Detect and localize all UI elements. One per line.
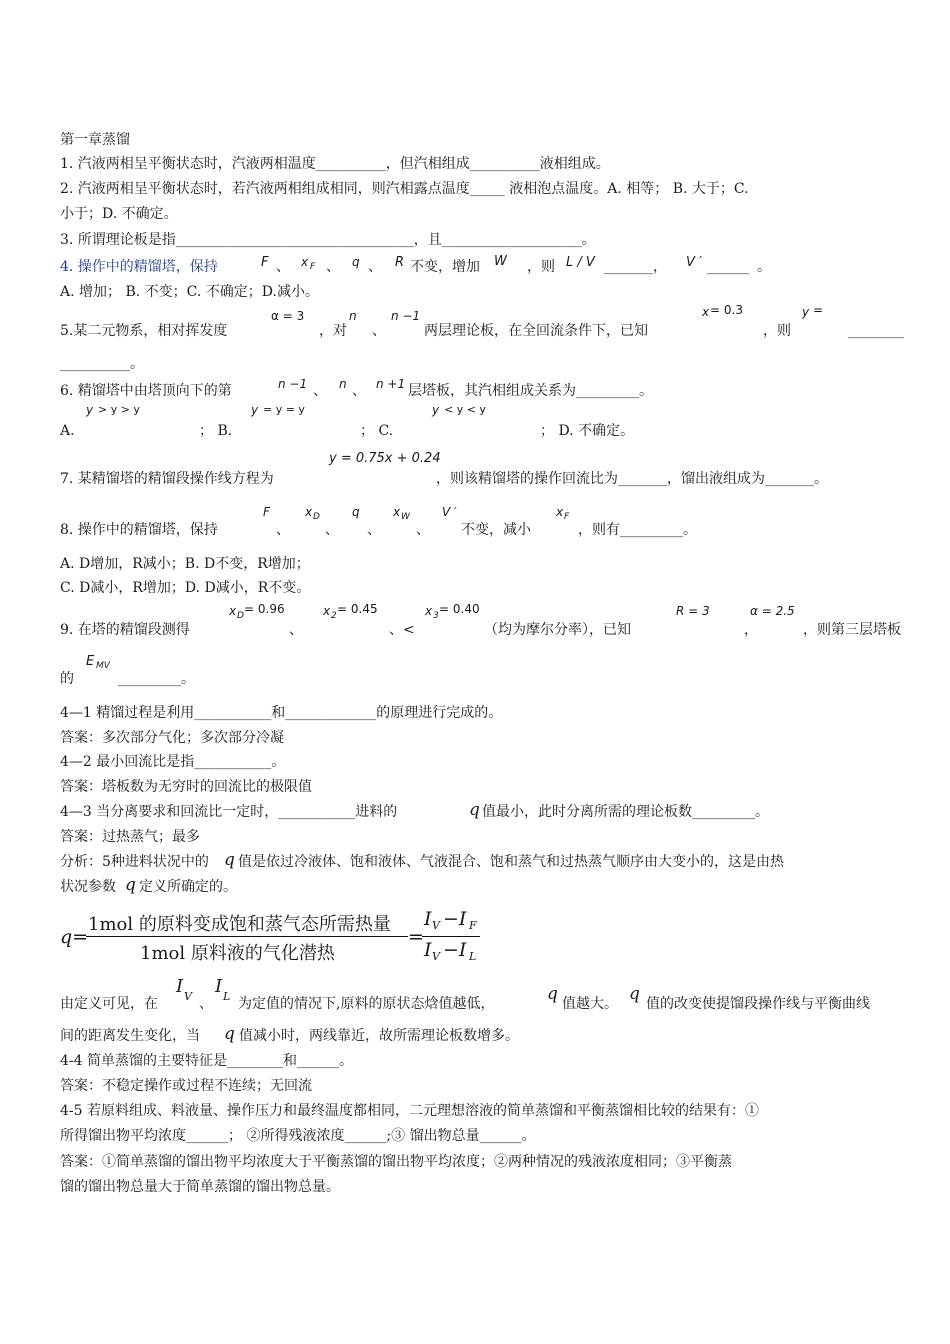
q9-sep-3: ， [744, 622, 758, 638]
q6-opt-b-rel: = y = y [263, 403, 305, 416]
q8-math-xW: x [393, 505, 401, 519]
q9-line-2: 的 [60, 671, 74, 687]
q8-math-F: F [263, 505, 270, 519]
q4-math-LV: L / V [566, 255, 595, 270]
formula-rhs-num-sub-F: F [469, 919, 477, 932]
analysis-q-symbol: q [224, 850, 235, 870]
q4-5-answer-line-2: 馏的馏出物总量大于简单蒸馏的馏出物总量。 [60, 1179, 340, 1195]
q4-math-R: R [395, 255, 405, 270]
q4-then: ，则 [527, 259, 555, 275]
question-8-options-2: C. D减小，R增加；D. D减小，R不变。 [60, 580, 311, 596]
q4-2-answer: 答案：塔板数为无穷时的回流比的极限值 [60, 779, 312, 795]
formula-numerator: 1mol 的原料变成饱和蒸气态所需热量 [88, 914, 391, 935]
q5-prefix: 5.某二元物系，相对挥发度 [60, 323, 228, 339]
def-1-prefix: 由定义可见，在 [60, 996, 158, 1012]
q6-end: 层塔板，其汽相组成关系为_________。 [408, 383, 653, 399]
q8-prefix: 8. 操作中的精馏塔，保持 [60, 522, 218, 538]
q4-math-Vp: V ′ [686, 255, 702, 270]
q8-math-xW-sub: W [401, 512, 410, 522]
formula-denominator: 1mol 原料液的气化潜热 [140, 943, 335, 964]
analysis-q-symbol-2: q [125, 875, 136, 895]
formula-rhs-den-sub-L: L [469, 950, 477, 963]
formula-bar-1 [86, 936, 408, 937]
q9-x2: x [323, 604, 331, 618]
q9-x3-sub: 3 [433, 611, 439, 621]
q4-mid: 不变，增加 [410, 259, 480, 275]
q4-2-question: 4—2 最小回流比是指___________。 [60, 754, 286, 770]
analysis-2-suffix: 定义所确定的。 [139, 879, 237, 895]
chapter-title: 第一章蒸馏 [60, 132, 130, 148]
q4-3-suffix: 值最小，此时分离所需的理论板数_________。 [482, 804, 769, 820]
def-IV: I [176, 976, 184, 997]
question-3: 3. 所谓理论板是指__________________________________，且____________________。 [60, 232, 596, 248]
q4-4-question: 4-4 简单蒸馏的主要特征是________和______。 [60, 1053, 353, 1069]
q5-blank: ________ [848, 323, 904, 339]
formula-rhs-den-sub-V: V [432, 950, 440, 963]
q4-5-question-line-2: 所得馏出物平均浓度______； ②所得残液浓度______;③ 馏出物总量______。 [60, 1128, 536, 1144]
q6-opt-b: ； B. [199, 423, 233, 439]
q6-opt-a: A. [60, 423, 75, 439]
q8-sep-4: 、 [416, 522, 430, 538]
q4-math-q: q [352, 255, 360, 269]
q5-yn1: y [802, 305, 810, 319]
question-5-cont: __________。 [60, 356, 144, 372]
q4-math-x-sub: F [310, 262, 316, 272]
def-2-suffix: 值减小时，两线靠近，故所需理论板数增多。 [239, 1028, 519, 1044]
q9-R: R = 3 [676, 604, 710, 618]
q6-opt-c: ； C. [360, 423, 394, 439]
q6-opt-b-y: y [251, 403, 259, 417]
q4-sep-2: 、 [326, 259, 340, 275]
formula-rhs-den-I: I [424, 939, 432, 961]
q5-sep: 、 [372, 323, 386, 339]
q6-prefix: 6. 精馏塔中由塔顶向下的第 [60, 383, 232, 399]
formula-bar-2 [422, 936, 480, 937]
q5-yn1-eq: = [813, 303, 824, 317]
q9-xD-val: = 0.96 [244, 602, 285, 616]
question-2-line-1: 2. 汽液两相呈平衡状态时，若汽液两相组成相同，则汽相露点温度_____ 液相泡点温度。A. 相等； B. 大于；C. [60, 181, 749, 197]
formula-rhs-den-minus-I: −I [443, 939, 467, 961]
formula-lhs: q= [60, 926, 89, 948]
q9-EMV: E [86, 654, 95, 669]
q9-mid: （均为摩尔分率），已知 [484, 622, 631, 638]
q4-5-question-line-1: 4-5 若原料组成、料液量、操作压力和最终温度都相同，二元理想溶液的简单蒸馏和平衡蒸馏相比较的结果有：① [60, 1103, 759, 1119]
q7-prefix: 7. 某精馏塔的精馏段操作线方程为 [60, 471, 274, 487]
q4-math-W: W [494, 254, 507, 269]
def-1-mid2: 值越大。 [562, 996, 618, 1012]
analysis-1-prefix: 分析：5种进料状况中的 [60, 854, 209, 870]
question-2-line-2: 小于；D. 不确定。 [60, 206, 178, 222]
q4-end: 。 [757, 259, 771, 275]
q8-sep-2: 、 [325, 522, 339, 538]
q6-sep-1: 、 [313, 383, 327, 399]
def-1-suffix: 值的改变使提馏段操作线与平衡曲线 [646, 996, 870, 1012]
q9-prefix: 9. 在塔的精馏段测得 [60, 622, 190, 638]
def-IL: I [215, 976, 223, 997]
q8-end: ，则有_________。 [578, 522, 697, 538]
formula-rhs-minus-I: −I [443, 908, 467, 930]
q8-math-xF: x [556, 505, 564, 519]
q8-sep-3: 、 [367, 522, 381, 538]
q9-alpha: α = 2.5 [750, 604, 795, 618]
q9-end: ，则第三层塔板 [803, 622, 901, 638]
def-q-symbol-2: q [629, 984, 640, 1004]
q4-4-answer: 答案：不稳定操作或过程不连续；无回流 [60, 1078, 312, 1094]
q6-opt-c-y: y [432, 403, 440, 417]
question-8-options-1: A. D增加，R减小；B. D不变，R增加； [60, 556, 310, 572]
q9-sep-1: 、 [289, 622, 303, 638]
q4-blank-1: _______， [604, 259, 667, 275]
q5-mid-1: ，对 [319, 323, 347, 339]
q4-blank-2: ______ [707, 259, 749, 275]
q5-mid-2: 两层理论板，在全回流条件下，已知 [424, 323, 648, 339]
q6-opt-d: ； D. 不确定。 [540, 423, 635, 439]
q8-math-Vp: V ′ [442, 505, 457, 519]
q4-5-answer-line-1: 答案：①简单蒸馏的馏出物平均浓度大于平衡蒸馏的馏出物平均浓度；②两种情况的残液浓度相同；③平衡蒸 [60, 1154, 732, 1170]
def-q-symbol-1: q [547, 984, 558, 1004]
q8-math-q: q [352, 505, 360, 519]
q9-sep-2: 、< [389, 622, 415, 638]
q8-math-xF-sub: F [564, 512, 570, 522]
q9-xD-sub: D [237, 611, 244, 621]
q4-math-x: x [301, 255, 309, 269]
q5-xn-val: = 0.3 [710, 303, 743, 317]
q6-opt-a-y: y [86, 403, 94, 417]
q6-math-b: n [339, 377, 347, 391]
def-q-symbol-3: q [224, 1024, 235, 1044]
q9-EMV-sub: MV [96, 661, 110, 671]
q7-equation: y = 0.75x + 0.24 [329, 451, 441, 466]
q4-3-prefix: 4—3 当分离要求和回流比一定时，___________进料的 [60, 804, 398, 820]
q4-prefix: 4. 操作中的精馏塔，保持 [60, 259, 218, 275]
q9-xD: x [229, 604, 237, 618]
q9-x3-val: = 0.40 [439, 602, 480, 616]
q6-math-c: n +1 [376, 377, 406, 391]
def-1-mid: 为定值的情况下,原料的原状态焓值越低， [238, 996, 495, 1012]
q4-3-q-symbol: q [469, 800, 480, 820]
def-2-prefix: 间的距离发生变化，当 [60, 1028, 200, 1044]
q5-mid-3: ，则 [763, 323, 791, 339]
q4-math-F: F [261, 255, 269, 270]
def-IL-sub: L [223, 990, 231, 1003]
q6-math-a: n −1 [278, 377, 308, 391]
q8-math-xD-sub: D [313, 512, 320, 522]
formula-rhs-num-I: I [424, 908, 432, 930]
q6-opt-c-rel: < y < y [444, 403, 486, 416]
q5-xn: x [702, 305, 710, 319]
q5-n1: n −1 [391, 309, 421, 323]
q4-sep-1: 、 [276, 259, 290, 275]
def-1-sep: 、 [199, 996, 213, 1012]
def-IV-sub: V [184, 990, 192, 1003]
analysis-2-prefix: 状况参数 [60, 879, 116, 895]
q9-blank: _________。 [118, 671, 195, 687]
formula-equals: = [408, 926, 424, 948]
q4-1-answer: 答案：多次部分气化；多次部分冷凝 [60, 730, 284, 746]
q8-sep-1: 、 [276, 522, 290, 538]
q5-alpha: α = 3 [271, 309, 305, 323]
q8-math-xD: x [305, 505, 313, 519]
q8-mid: 不变，减小 [461, 522, 531, 538]
q9-x3: x [425, 604, 433, 618]
q9-x2-val: = 0.45 [337, 602, 378, 616]
q9-x2-sub: 2 [331, 611, 337, 621]
question-1: 1. 汽液两相呈平衡状态时，汽液两相温度__________，但汽相组成__________液相组成。 [60, 156, 610, 172]
q4-1-question: 4—1 精馏过程是利用___________和_____________的原理进行完成的。 [60, 705, 503, 721]
analysis-1-suffix: 值是依过冷液体、饱和液体、气液混合、饱和蒸气和过热蒸气顺序由大变小的，这是由热 [238, 854, 784, 870]
q6-sep-2: 、 [352, 383, 366, 399]
q4-sep-3: 、 [368, 259, 382, 275]
formula-rhs-num-sub-V: V [432, 919, 440, 932]
q7-mid: ，则该精馏塔的操作回流比为_______，馏出液组成为_______。 [436, 471, 828, 487]
q5-n: n [349, 309, 357, 323]
question-4-options: A. 增加； B. 不变；C. 不确定；D.减小。 [60, 284, 319, 300]
q4-3-answer: 答案：过热蒸气；最多 [60, 829, 200, 845]
q6-opt-a-rel: > y > y [98, 403, 140, 416]
